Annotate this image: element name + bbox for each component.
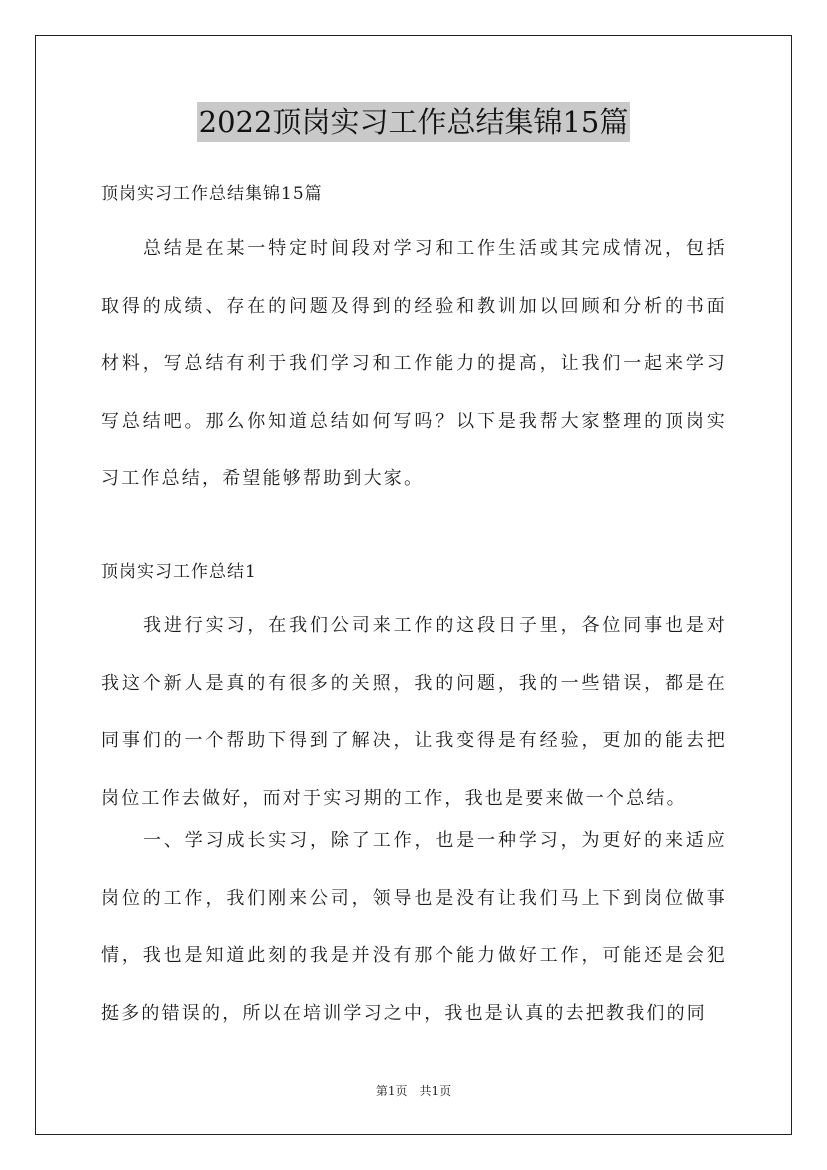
document-subtitle: 顶岗实习工作总结集锦15篇 (101, 184, 323, 204)
intro-paragraph: 总结是在某一特定时间段对学习和工作生活或其完成情况，包括取得的成绩、存在的问题及得到的经验和教训加以回顾和分析的书面材料，写总结有利于我们学习和工作能力的提高，让我们一起来学习写总结吧。那么你知道总结如何写吗？以下是我帮大家整理的顶岗实习工作总结，希望能够帮助到大家。 (101, 238, 727, 489)
section-paragraph-2: 一、学习成长实习，除了工作，也是一种学习，为更好的来适应岗位的工作，我们刚来公司，领导也是没有让我们马上下到岗位做事情，我也是知道此刻的我是并没有那个能力做好工作，可能还是会犯挺多的错误的，所以在培训学习之中，我也是认真的去把教我们的同 (101, 830, 727, 1024)
section-paragraph-1: 我进行实习，在我们公司来工作的这段日子里，各位同事也是对我这个新人是真的有很多的关照，我的问题，我的一些错误，都是在同事们的一个帮助下得到了解决，让我变得是有经验，更加的能去把岗位工作去做好，而对于实习期的工作，我也是要来做一个总结。 (101, 615, 727, 809)
section-heading: 顶岗实习工作总结1 (101, 562, 257, 582)
document-title: 2022顶岗实习工作总结集锦15篇 (197, 102, 631, 142)
page-footer: 第1页 共1页 (375, 1084, 452, 1098)
title-container (0, 102, 827, 142)
